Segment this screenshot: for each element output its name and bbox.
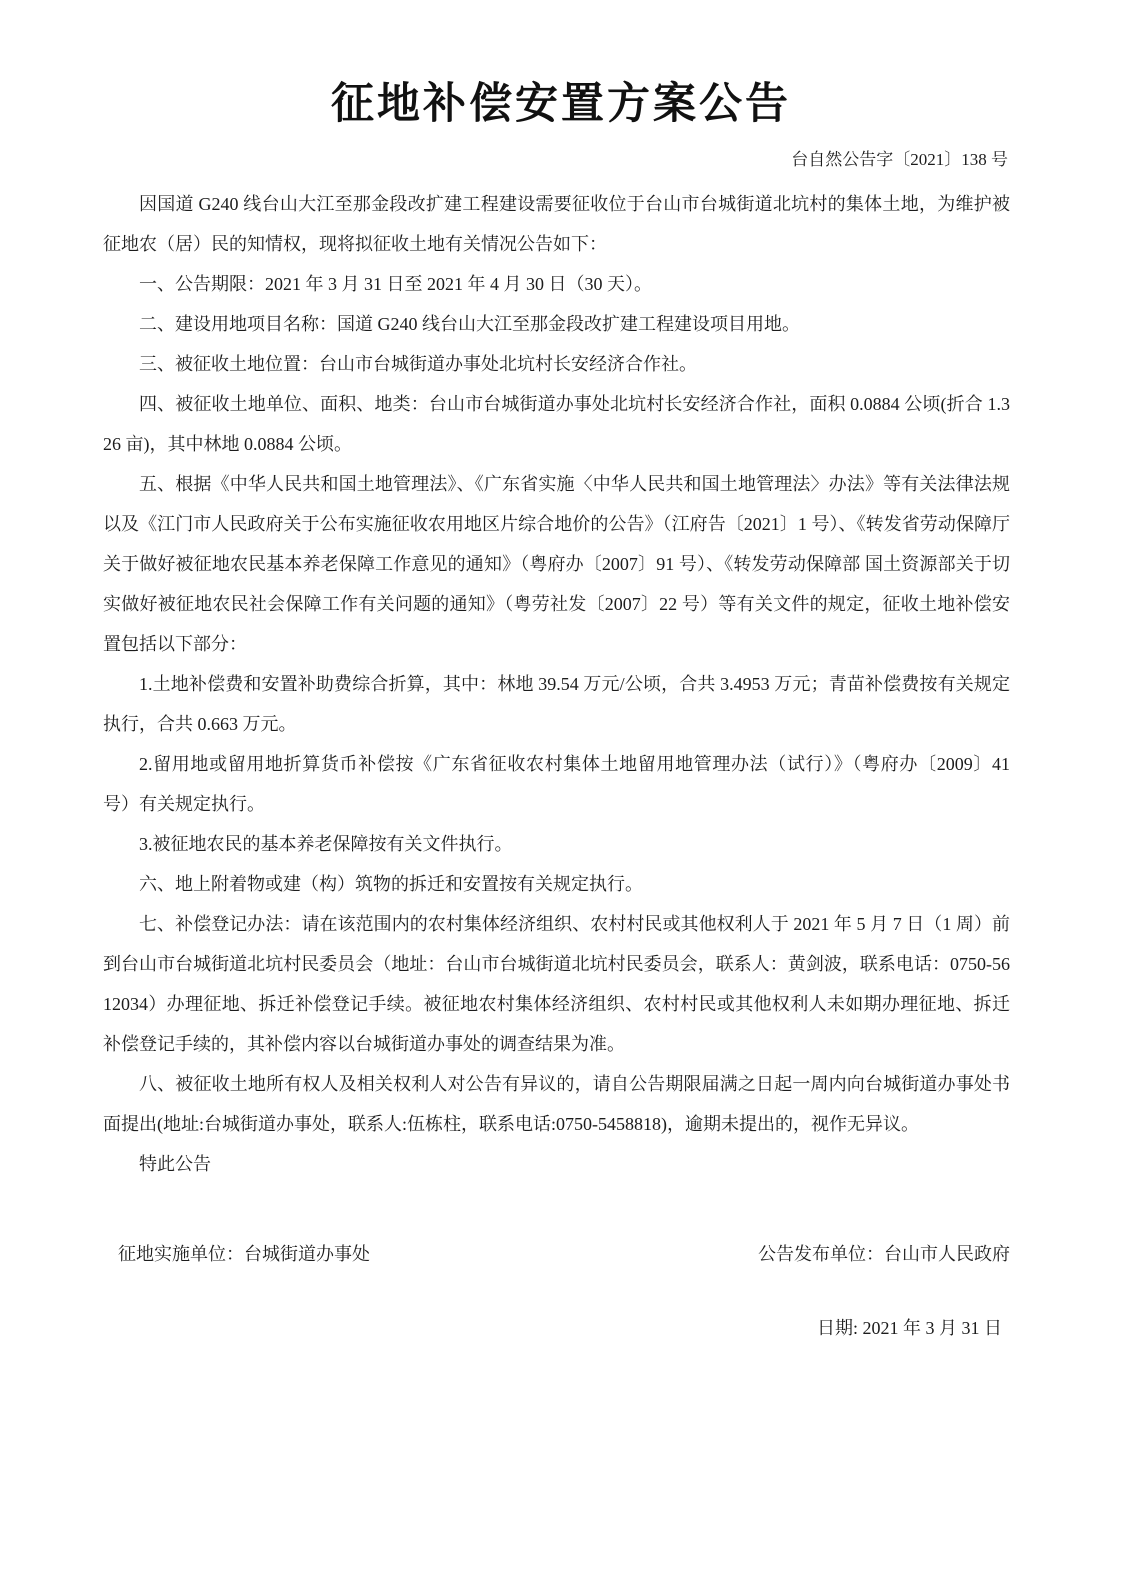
closing-line: 特此公告	[139, 1154, 211, 1174]
paragraph-section-1: 一、公告期限：2021 年 3 月 31 日至 2021 年 4 月 30 日（30 天）。	[139, 274, 652, 294]
implement-unit-label: 征地实施单位：台城街道办事处	[118, 1244, 370, 1264]
date-label: 日期: 2021 年 3 月 31 日	[816, 1318, 1002, 1338]
paragraph-section-4: 四、被征收土地单位、面积、地类：台山市台城街道办事处北坑村长安经济合作社，面积 0.0884 公顷(折合 1.326 亩)，其中林地 0.0884 公顷。	[103, 394, 1010, 454]
publish-unit-label: 公告发布单位：台山市人民政府	[758, 1244, 1010, 1264]
paragraph-section-5-item-1: 1.土地补偿费和安置补助费综合折算，其中：林地 39.54 万元/公顷，合共 3.4953 万元；青苗补偿费按有关规定执行，合共 0.663 万元。	[103, 674, 1010, 734]
date-row	[0, 1314, 1002, 1342]
paragraph-section-5-item-2: 2.留用地或留用地折算货币补偿按《广东省征收农村集体土地留用地管理办法（试行）》（粤府办〔2009〕41 号）有关规定执行。	[103, 754, 1010, 814]
page-title: 征地补偿安置方案公告	[331, 81, 791, 128]
signature-row	[118, 1240, 1010, 1268]
paragraph-intro: 因国道 G240 线台山大江至那金段改扩建工程建设需要征收位于台山市台城街道北坑村的集体土地，为维护被征地农（居）民的知情权，现将拟征收土地有关情况公告如下：	[103, 194, 1010, 254]
paragraph-section-3: 三、被征收土地位置：台山市台城街道办事处北坑村长安经济合作社。	[139, 354, 697, 374]
paragraph-section-5-item-3: 3.被征地农民的基本养老保障按有关文件执行。	[139, 834, 513, 854]
paragraph-section-6: 六、地上附着物或建（构）筑物的拆迁和安置按有关规定执行。	[139, 874, 643, 894]
paragraph-section-2: 二、建设用地项目名称：国道 G240 线台山大江至那金段改扩建工程建设项目用地。	[139, 314, 800, 334]
paragraph-section-8: 八、被征收土地所有权人及相关权利人对公告有异议的，请自公告期限届满之日起一周内向台城街道办事处书面提出(地址:台城街道办事处，联系人:伍栋柱，联系电话:0750-5458818)，逾期未提出的，视作无异议。	[103, 1074, 1010, 1134]
paragraph-section-7: 七、补偿登记办法：请在该范围内的农村集体经济组织、农村村民或其他权利人于 2021 年 5 月 7 日（1 周）前到台山市台城街道北坑村民委员会（地址：台山市台城街道北坑村民委员会，联系人：黄剑波，联系电话：0750-5612034）办理征地、拆迁补偿登记手续。被征地农村集体经济组织、农村村民或其他权利人未如期办理征地、拆迁补偿登记手续的，其补偿内容以台城街道办事处的调查结果为准。	[103, 914, 1010, 1054]
paragraph-section-5: 五、根据《中华人民共和国土地管理法》、《广东省实施〈中华人民共和国土地管理法〉办法》等有关法律法规以及《江门市人民政府关于公布实施征收农用地区片综合地价的公告》（江府告〔2021〕1 号）、《转发省劳动保障厅关于做好被征地农民基本养老保障工作意见的通知》（粤府办〔2007〕91 号）、《转发劳动保障部 国土资源部关于切实做好被征地农民社会保障工作有关问题的通知》（粤劳社发〔2007〕22 号）等有关文件的规定，征收土地补偿安置包括以下部分：	[103, 474, 1010, 654]
document-body	[103, 184, 1010, 1184]
doc-number: 台自然公告字〔2021〕138 号	[791, 150, 1008, 169]
